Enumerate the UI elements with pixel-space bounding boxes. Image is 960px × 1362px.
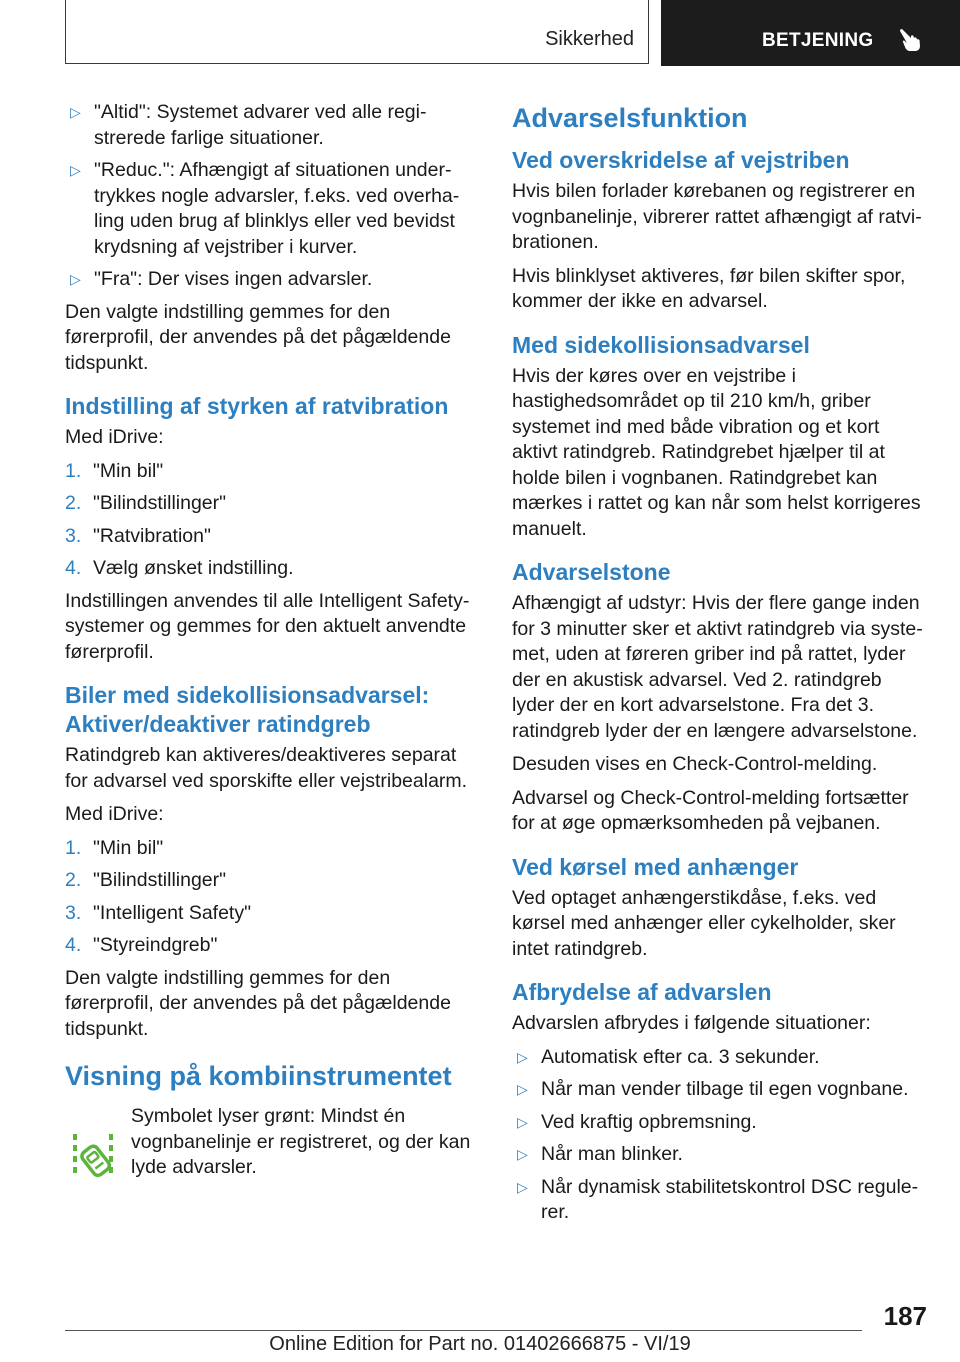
list-item: 4. Vælg ønsket indstilling.	[65, 557, 294, 579]
triangle-bullet-icon: ▷	[517, 1146, 528, 1162]
paragraph: Hvis blinklyset aktiveres, før bilen skifter spor, kommer der ikke en advarsel.	[512, 264, 906, 312]
triangle-bullet-icon: ▷	[517, 1178, 528, 1195]
list-item: ▷ "Altid": Systemet advarer ved alle registrerede farlige situationer.	[70, 101, 427, 149]
lane-departure-icon	[71, 1130, 115, 1182]
right-column	[512, 100, 924, 1233]
list-item: 1. "Min bil"	[65, 459, 164, 482]
list-item: ▷ "Fra": Der vises ingen advarsler.	[65, 267, 477, 293]
list-item: 2. "Bilindstillinger"	[65, 492, 227, 514]
page-number: 187	[883, 1301, 927, 1331]
triangle-bullet-icon: ▷	[517, 1113, 528, 1130]
paragraph: Hvis bilen forlader kørebanen og registrerer en vognbanelinje, vibrerer rattet afhængigt af ratvibrationen.	[512, 180, 922, 253]
heading-interruption: Afbrydelse af advarslen	[512, 979, 772, 1005]
list-item: ▷ "Reduc.": Afhængigt af situationen undertrykkes nogle advarsler, f.eks. ved overhaling uden brug af blinklys eller ved bevidst krydsning af vejstriber i kurver.	[70, 159, 460, 258]
heading-lane-overrun: Ved overskridelse af vejstriben	[512, 147, 850, 173]
heading-warning-tone: Advarselstone	[512, 559, 671, 585]
paragraph: Den valgte indstilling gemmes for den førerprofil, der anvendes på det pågældende tidspunkt.	[65, 300, 451, 374]
heading-instrument-display: Visning på kombiinstrumentet	[65, 1061, 452, 1091]
idrive-steps-list	[65, 836, 477, 959]
paragraph: Advarsel og Check-Control-melding fortsætter for at øge opmærksomheden på vejbanen.	[512, 786, 909, 834]
triangle-bullet-icon: ▷	[517, 1048, 528, 1065]
interruption-bullet-list	[512, 1045, 924, 1226]
list-item: 2. "Bilindstillinger"	[65, 869, 227, 891]
mode-bullet-list	[65, 100, 477, 293]
list-item: ▷ Automatisk efter ca. 3 sekunder.	[512, 1045, 924, 1071]
footer-divider	[65, 1330, 862, 1331]
header-chapter-box	[661, 0, 960, 66]
paragraph: Afhængigt af udstyr: Hvis der flere gange inden for 3 minutter sker et aktivt ratindgreb via systemet, uden at føreren griber ind på rattet, lyder der en akustisk advarsel. Ved 2. ratindgreb lyder der en kort advarselstone. Fra det 3. ratindgreb lyder der en længere advarselstone.	[512, 592, 923, 742]
triangle-bullet-icon: ▷	[70, 162, 81, 178]
triangle-bullet-icon: ▷	[70, 271, 81, 287]
paragraph: Den valgte indstilling gemmes for den førerprofil, der anvendes på det pågældende tidspunkt.	[65, 966, 451, 1040]
list-item: 4. "Styreindgreb"	[65, 934, 218, 956]
idrive-steps-list	[65, 459, 477, 582]
list-item: ▷ Når dynamisk stabilitetskontrol DSC regulerer.	[517, 1175, 919, 1223]
paragraph: Advarslen afbrydes i følgende situationer:	[512, 1012, 871, 1034]
pointing-hand-icon	[897, 26, 923, 52]
paragraph: Ratindgreb kan aktiveres/deaktiveres separat for advarsel ved sporskifte eller vejstribealarm.	[65, 744, 468, 792]
heading-side-collision-warning: Med sidekollisionsadvarsel	[512, 331, 810, 358]
list-item: ▷ Når man vender tilbage til egen vognbane.	[512, 1077, 924, 1103]
triangle-bullet-icon: ▷	[517, 1081, 528, 1097]
list-item: ▷ Når man blinker.	[512, 1142, 924, 1168]
heading-trailer: Ved kørsel med anhænger	[512, 853, 799, 880]
paragraph: Med iDrive:	[65, 426, 164, 448]
heading-side-collision: Biler med sidekollisionsadvarsel: Aktiver/deaktiver ratindgreb	[65, 682, 430, 737]
paragraph: Ved optaget anhængerstikdåse, f.eks. ved kørsel med anhænger eller cykelholder, sker intet ratindgreb.	[512, 886, 896, 960]
left-column	[65, 100, 477, 1194]
paragraph: Med iDrive:	[65, 803, 164, 825]
paragraph: Indstillingen anvendes til alle Intelligent Safety-systemer og gemmes for den aktuelt anvendte førerprofil.	[65, 589, 470, 663]
footer-edition: Online Edition for Part no. 01402666875 - VI/19	[269, 1333, 691, 1355]
triangle-bullet-icon: ▷	[70, 104, 81, 120]
list-item: 1. "Min bil"	[65, 836, 164, 859]
section-title: Sikkerhed	[545, 28, 634, 50]
heading-warning-function: Advarselsfunktion	[512, 103, 748, 133]
paragraph: Symbolet lyser grønt: Mindst én vognbanelinje er registreret, og der kan lyde advarsler.	[131, 1105, 471, 1178]
list-item: 3. "Intelligent Safety"	[65, 901, 252, 924]
list-item: ▷ Ved kraftig opbremsning.	[512, 1110, 924, 1136]
heading-steering-vibration: Indstilling af styrken af ratvibration	[65, 393, 449, 419]
list-item: 3. "Ratvibration"	[65, 524, 211, 547]
symbol-description	[65, 1104, 477, 1194]
header-section-box	[65, 0, 649, 64]
paragraph: Desuden vises en Check-Control-melding.	[512, 753, 878, 775]
chapter-title: BETJENING	[762, 30, 874, 51]
paragraph: Hvis der køres over en vejstribe i hastighedsområdet op til 210 km/h, griber systemet ind med både vibration og et kort aktivt ratindgreb. Ratindgrebet hjælper til at holde bilen i vognbanen. Ratindgrebet kan mærkes i rattet og kan når som helst korrigeres manuelt.	[512, 364, 921, 540]
